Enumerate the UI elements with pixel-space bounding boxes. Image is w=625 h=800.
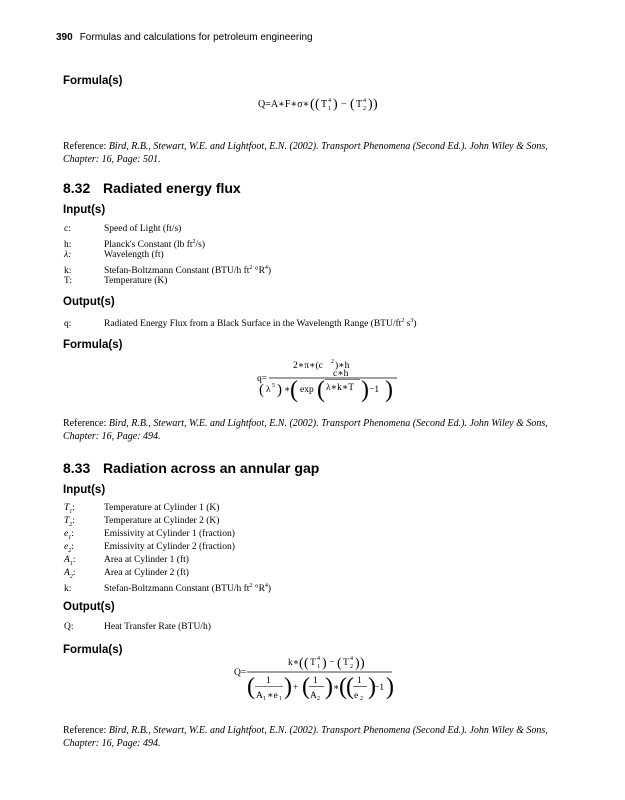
reference-citation: Bird, R.B., Stewart, W.E. and Lightfoot, E.N. (2002). Transport Phenomena (Second Ed.). John Wiley & Sons, Chapter: 16, Page: 494.	[63, 418, 548, 442]
formula-top-minus: −	[341, 99, 347, 110]
formulas-heading-832: Formula(s)	[63, 339, 123, 351]
input-row	[64, 275, 167, 287]
input-symbol: h:	[64, 240, 72, 251]
unit-mid: s	[404, 319, 411, 330]
formula-top-t1-sup: 4	[328, 98, 331, 104]
formula-833	[234, 656, 394, 702]
input-desc: Planck's Constant (lb ft	[104, 240, 193, 251]
input-symbol: $e_2$:	[64, 542, 74, 554]
formula-832-times: ∗	[284, 385, 291, 395]
formula-833-plus: +	[293, 683, 299, 693]
paren: )	[284, 674, 292, 700]
input-symbol: k:	[64, 584, 72, 595]
section-833-title	[63, 460, 319, 476]
input-symbol: c:	[64, 224, 71, 234]
output-desc: Heat Transfer Rate (BTU/h)	[104, 622, 211, 632]
section-title-text: Radiated energy flux	[103, 180, 241, 196]
paren: (	[304, 656, 309, 671]
reference-citation: Bird, R.B., Stewart, W.E. and Lightfoot, E.N. (2002). Transport Phenomena (Second Ed.). John Wiley & Sons, Chapter: 16, Page: 494.	[63, 725, 548, 749]
formula-top-t1-sub: 1	[328, 106, 331, 112]
formula-832-exp: exp	[300, 385, 314, 395]
reference-833	[63, 724, 573, 750]
output-row	[64, 621, 211, 633]
formula-833-a2-sub: 2	[317, 696, 320, 702]
input-desc: Emissivity at Cylinder 2 (fraction)	[104, 542, 235, 552]
formula-832-minus-one: −1	[369, 385, 380, 395]
formula-top-t2-sub: 2	[363, 106, 366, 112]
reference-top	[63, 140, 573, 166]
outputs-heading-833: Output(s)	[63, 601, 115, 613]
formula-833-minus-one: −1	[374, 683, 385, 693]
formula-833-a1: A	[256, 691, 263, 701]
paren: (	[299, 656, 304, 671]
formula-833-t2-sub: 2	[350, 664, 353, 670]
formula-833-lhs: Q=	[234, 668, 247, 678]
paren: )	[277, 382, 282, 398]
input-desc: Temperature (K)	[104, 276, 168, 286]
formula-top	[258, 97, 378, 112]
page-number: 390	[56, 32, 73, 43]
output-row	[64, 315, 417, 330]
formula-top-t2-sup: 4	[363, 98, 366, 104]
output-symbol: Q:	[64, 622, 74, 632]
unit-sup: 2	[401, 318, 405, 324]
unit-sup: 3	[410, 318, 414, 324]
formula-833-one-a: 1	[266, 676, 271, 686]
paren: (	[302, 674, 310, 700]
paren: )	[333, 97, 338, 112]
formula-833-a2: A	[310, 691, 317, 701]
paren: (	[315, 97, 320, 112]
input-desc: Emissivity at Cylinder 1 (fraction)	[104, 529, 235, 539]
paren: (	[337, 656, 342, 671]
formula-832-num-tail: )∗h	[335, 361, 350, 371]
input-desc: Wavelength (ft)	[104, 250, 164, 260]
inputs-heading-833: Input(s)	[63, 484, 106, 496]
formula-833-t2-sup: 4	[350, 656, 353, 662]
formula-833-one-c: 1	[357, 676, 362, 686]
reference-prefix: Reference:	[63, 141, 109, 152]
paren: )	[386, 674, 394, 700]
formula-832-inner-num: c∗h	[333, 369, 349, 379]
paren: (	[350, 97, 355, 112]
input-desc: Temperature at Cylinder 2 (K)	[104, 516, 220, 526]
formula-833-t1-sub: 1	[317, 664, 320, 670]
output-desc: Radiated Energy Flux from a Black Surface in the Wavelength Range (BTU/ft	[104, 319, 402, 330]
paren: )	[322, 656, 327, 671]
formula-832-lambda-sup: 5	[272, 383, 275, 389]
formula-833-one-b: 1	[313, 676, 318, 686]
formula-832-lhs: q=	[257, 374, 268, 384]
formula-832-num-sup: 2	[331, 359, 334, 365]
inputs-heading-832: Input(s)	[63, 204, 106, 216]
input-symbol: λ:	[64, 250, 72, 260]
reference-832	[63, 417, 573, 443]
formulas-heading-833: Formula(s)	[63, 644, 123, 656]
formula-top-t2: T	[356, 99, 363, 110]
reference-prefix: Reference:	[63, 725, 109, 736]
input-row	[64, 249, 164, 261]
section-title-text: Radiation across an annular gap	[103, 460, 320, 476]
unit-sup: 2	[249, 265, 253, 271]
input-symbol: $e_1$:	[64, 529, 74, 541]
formula-832-num: 2∗π∗(c	[293, 361, 323, 371]
reference-prefix: Reference:	[63, 418, 109, 429]
unit-mid: °R	[252, 584, 265, 595]
paren: )	[361, 377, 369, 403]
unit-sup: 2	[192, 239, 196, 245]
input-symbol: $A_1$:	[64, 555, 76, 567]
input-desc: Speed of Light (ft/s)	[104, 224, 182, 234]
unit-tail: )	[267, 584, 272, 595]
unit-tail: /s)	[195, 240, 206, 251]
paren: (	[247, 674, 255, 700]
paren: )	[360, 656, 365, 671]
input-symbol: $A_2$:	[64, 568, 76, 580]
formula-832	[257, 359, 397, 403]
output-symbol: q:	[64, 319, 72, 330]
input-desc: Area at Cylinder 2 (ft)	[104, 568, 189, 578]
paren: )	[325, 674, 333, 700]
input-symbol: $T_1$:	[64, 503, 75, 515]
formula-top-t1: T	[321, 99, 328, 110]
section-832-title	[63, 180, 241, 196]
book-title: Formulas and calculations for petroleum engineering	[79, 32, 313, 43]
unit-sup: 4	[264, 265, 268, 271]
paren: (	[259, 382, 264, 398]
unit-tail: )	[267, 266, 272, 277]
formula-833-t1-sup: 4	[317, 656, 320, 662]
formulas-heading-top: Formula(s)	[63, 75, 123, 87]
input-desc: Stefan-Boltzmann Constant (BTU/h ft	[104, 266, 250, 277]
formula-833-a1-mid: ∗e	[267, 691, 278, 701]
formula-833-t2: T	[343, 658, 349, 668]
outputs-heading-832: Output(s)	[63, 296, 115, 308]
input-symbol: k:	[64, 266, 72, 277]
unit-mid: °R	[252, 266, 265, 277]
section-number: 8.32	[63, 180, 91, 196]
formula-833-a1-sub: 1	[263, 696, 266, 702]
formula-833-num-k: k∗	[288, 658, 300, 668]
formula-833-e1-sub: 1	[279, 696, 282, 702]
paren: )	[373, 97, 378, 112]
input-desc: Temperature at Cylinder 1 (K)	[104, 503, 220, 513]
formula-833-e2: e	[354, 691, 359, 701]
unit-tail: )	[413, 319, 417, 330]
input-desc: Area at Cylinder 1 (ft)	[104, 555, 189, 565]
formula-833-times: ∗	[333, 683, 340, 693]
input-row	[64, 223, 181, 235]
input-symbol: $T_2$:	[64, 516, 75, 528]
formula-833-t1: T	[310, 658, 316, 668]
paren: (	[290, 377, 298, 403]
input-row	[64, 580, 271, 595]
input-desc: Stefan-Boltzmann Constant (BTU/h ft	[104, 584, 250, 595]
formula-833-e2-sub: 2	[360, 696, 363, 702]
paren: )	[385, 377, 393, 403]
paren: )	[368, 97, 373, 112]
paren: (	[346, 674, 354, 700]
unit-sup: 4	[264, 583, 268, 589]
paren: (	[317, 377, 325, 403]
section-number: 8.33	[63, 460, 91, 476]
reference-citation: Bird, R.B., Stewart, W.E. and Lightfoot, E.N. (2002). Transport Phenomena (Second Ed.). John Wiley & Sons, Chapter: 16, Page: 501.	[63, 141, 548, 165]
formula-832-inner-den: λ∗k∗T	[326, 383, 355, 393]
unit-sup: 2	[249, 583, 253, 589]
formula-832-lambda: λ	[266, 385, 271, 395]
input-symbol: T:	[64, 276, 72, 286]
paren: )	[368, 674, 376, 700]
formula-top-lhs: Q=A∗F∗σ∗	[258, 99, 310, 110]
formula-833-minus: −	[329, 658, 335, 668]
paren: (	[310, 97, 315, 112]
paren: )	[355, 656, 360, 671]
paren: (	[339, 674, 347, 700]
